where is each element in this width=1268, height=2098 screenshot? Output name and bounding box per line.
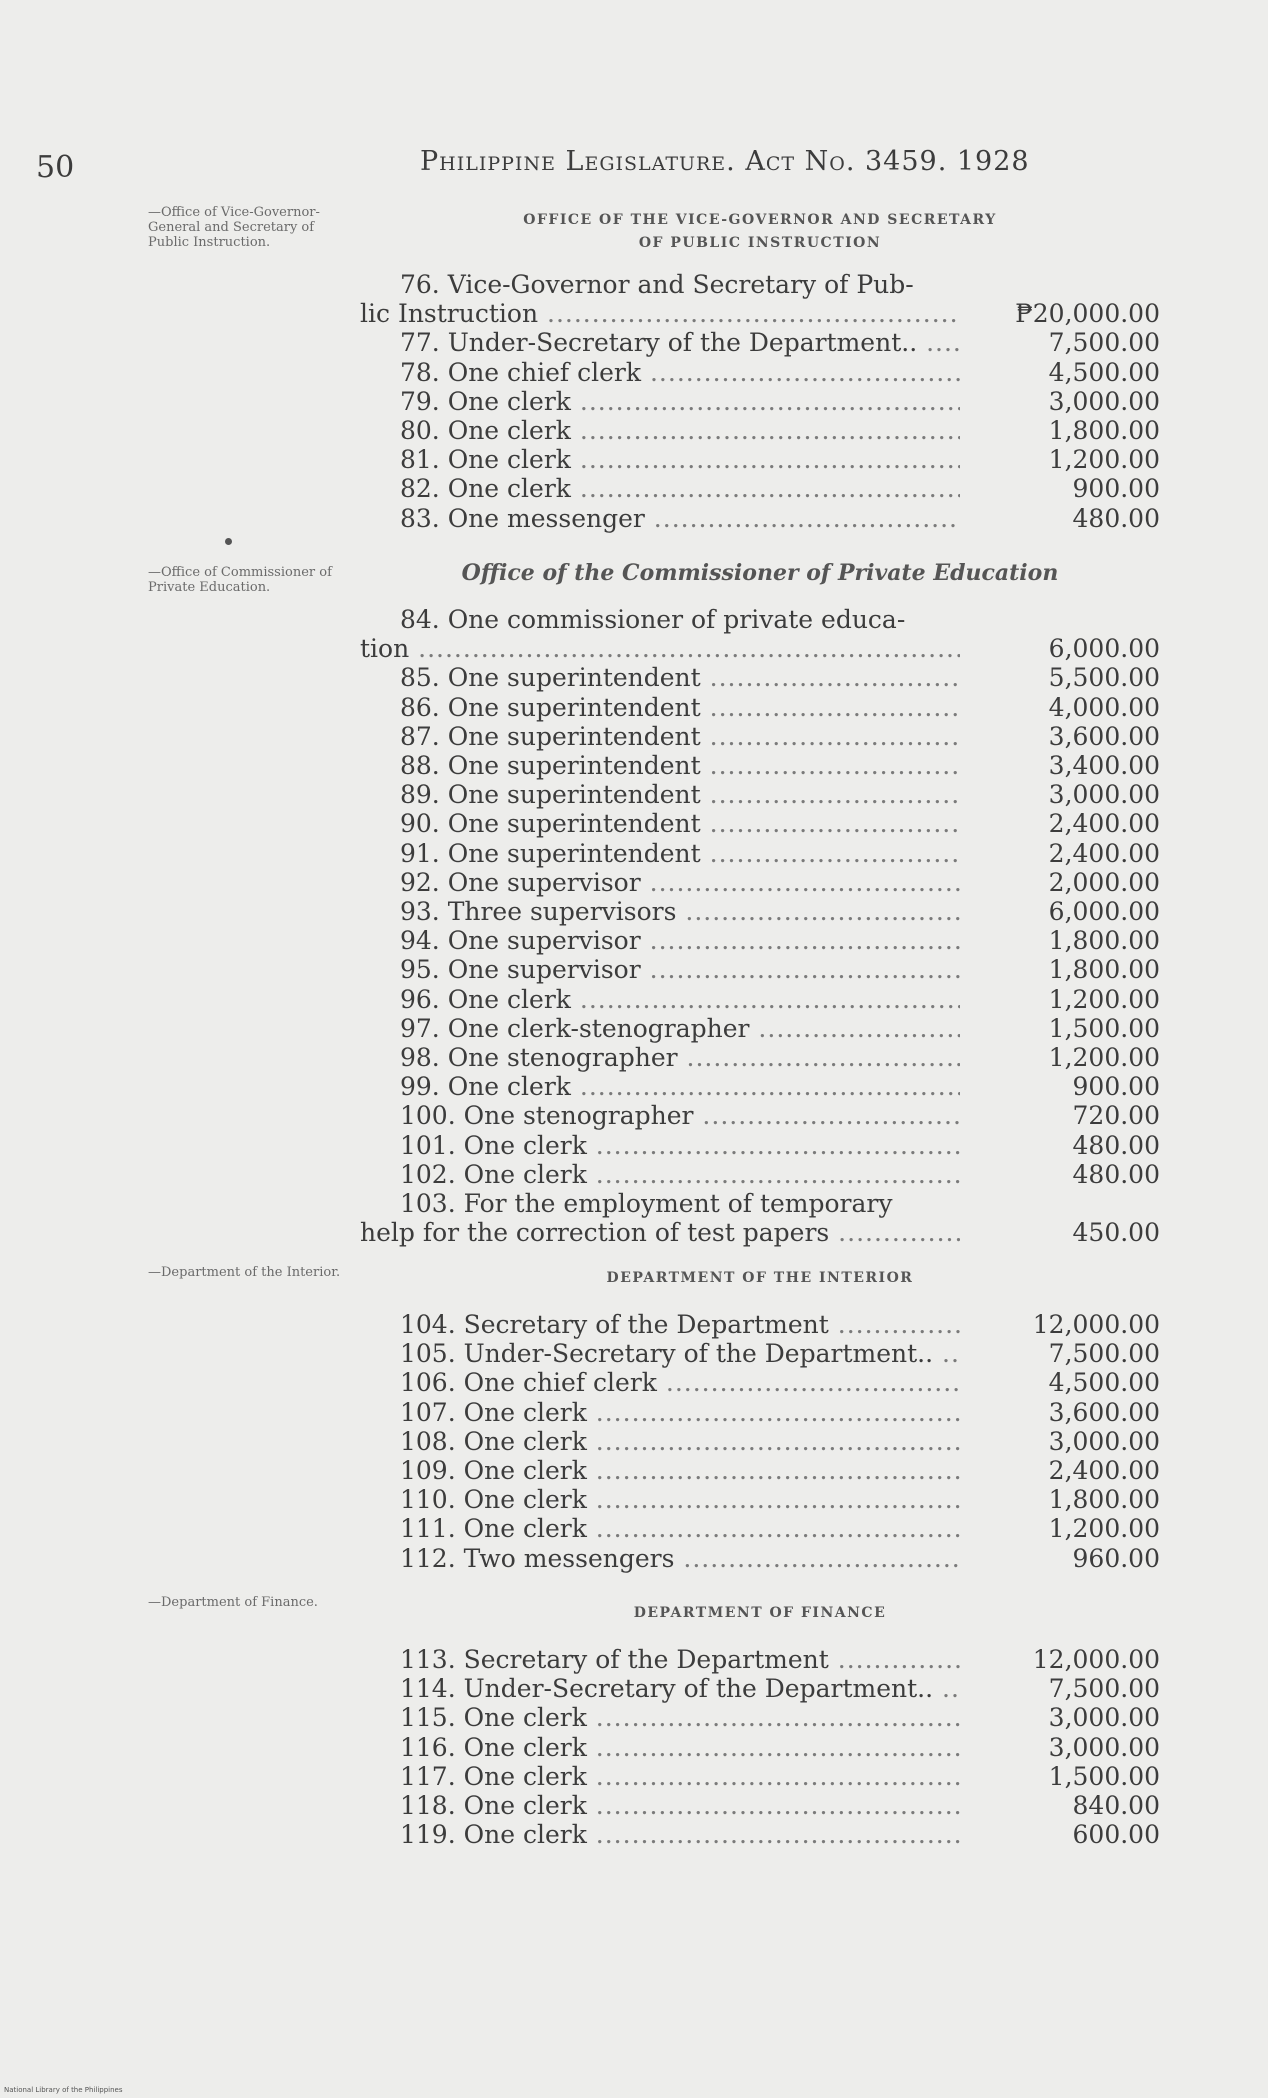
line-item-amount: 3,600.00 bbox=[1048, 1397, 1160, 1427]
line-item-text: 113. Secretary of the Department ..... bbox=[400, 1645, 960, 1674]
line-item-amount: 4,000.00 bbox=[1048, 692, 1160, 722]
line-item-amount: 3,400.00 bbox=[1048, 751, 1160, 780]
line-item-text: 118. One clerk ..... bbox=[400, 1791, 960, 1820]
line-item-text: 97. One clerk-stenographer ..... bbox=[400, 1014, 960, 1043]
line-item-amount: 3,000.00 bbox=[1048, 1732, 1160, 1762]
line-item bbox=[360, 809, 1160, 838]
line-item bbox=[360, 897, 1160, 926]
line-item bbox=[360, 504, 1160, 533]
line-item-amount: 5,500.00 bbox=[1048, 663, 1160, 693]
line-item-text: 91. One superintendent ..... bbox=[400, 839, 960, 868]
line-item bbox=[360, 605, 1160, 634]
line-item-text: 82. One clerk ..... bbox=[400, 474, 960, 503]
line-item-text: tion ..... bbox=[360, 634, 960, 663]
section-heading: DEPARTMENT OF FINANCE bbox=[633, 1605, 887, 1621]
line-item-text: 115. One clerk ..... bbox=[400, 1703, 960, 1732]
line-item-amount: 2,400.00 bbox=[1048, 838, 1160, 868]
section-heading: OFFICE OF THE VICE-GOVERNOR AND SECRETARY bbox=[523, 212, 997, 228]
line-item bbox=[360, 1043, 1160, 1072]
line-item-amount: 4,500.00 bbox=[1048, 357, 1160, 387]
line-item-text: 116. One clerk ..... bbox=[400, 1733, 960, 1762]
line-item-text: 78. One chief clerk ..... bbox=[400, 358, 960, 387]
line-item bbox=[360, 416, 1160, 445]
library-stamp-dot bbox=[225, 538, 232, 545]
line-item bbox=[360, 722, 1160, 751]
line-item-text: 79. One clerk ..... bbox=[400, 387, 960, 416]
line-item bbox=[360, 780, 1160, 809]
line-item bbox=[360, 926, 1160, 955]
line-item-amount: 450.00 bbox=[1072, 1218, 1160, 1248]
line-item-amount: 1,500.00 bbox=[1048, 1761, 1160, 1791]
margin-note: —Office of Vice-Governor-General and Secretary of Public Instruction. bbox=[148, 205, 320, 250]
footer-credit: National Library of the Philippines bbox=[4, 2086, 123, 2094]
line-item bbox=[360, 663, 1160, 692]
line-item-text: 88. One superintendent ..... bbox=[400, 751, 960, 780]
line-item-amount: 1,200.00 bbox=[1048, 1043, 1160, 1072]
line-item bbox=[360, 1427, 1160, 1456]
page-number: 50 bbox=[36, 150, 75, 185]
line-item bbox=[360, 868, 1160, 897]
line-item-amount: 3,600.00 bbox=[1048, 721, 1160, 751]
margin-note: —Department of Finance. bbox=[148, 1595, 318, 1610]
line-item-text: 106. One chief clerk ..... bbox=[400, 1368, 960, 1397]
line-item-amount: 2,400.00 bbox=[1048, 1456, 1160, 1485]
line-item-text: 80. One clerk ..... bbox=[400, 416, 960, 445]
line-item-text: 77. Under-Secretary of the Department.. ..... bbox=[400, 328, 960, 357]
line-item bbox=[360, 955, 1160, 984]
line-item bbox=[360, 839, 1160, 868]
line-item bbox=[360, 985, 1160, 1014]
line-item-amount: 12,000.00 bbox=[1032, 1645, 1160, 1674]
line-item bbox=[360, 1072, 1160, 1101]
line-item-amount: 900.00 bbox=[1072, 474, 1160, 504]
line-item-text: 85. One superintendent ..... bbox=[400, 663, 960, 692]
line-item-text: 112. Two messengers ..... bbox=[400, 1544, 960, 1573]
line-item-text: 84. One commissioner of private educa- bbox=[400, 605, 906, 634]
line-item-amount: 7,500.00 bbox=[1048, 1674, 1160, 1704]
line-item-amount: 1,500.00 bbox=[1048, 1013, 1160, 1043]
line-item-amount: 960.00 bbox=[1072, 1543, 1160, 1573]
line-item bbox=[360, 1645, 1160, 1674]
line-item bbox=[360, 751, 1160, 780]
line-item-amount: 1,200.00 bbox=[1048, 445, 1160, 475]
line-item-amount: 3,000.00 bbox=[1048, 1703, 1160, 1733]
line-item bbox=[360, 1131, 1160, 1160]
line-item-text: 109. One clerk ..... bbox=[400, 1456, 960, 1485]
line-item-text: 119. One clerk ..... bbox=[400, 1820, 960, 1849]
line-item-text: 99. One clerk ..... bbox=[400, 1072, 960, 1101]
line-item-text: 87. One superintendent ..... bbox=[400, 722, 960, 751]
line-item-amount: 3,000.00 bbox=[1048, 1426, 1160, 1456]
line-item-text: 83. One messenger ..... bbox=[400, 504, 960, 533]
line-item-amount: 1,800.00 bbox=[1048, 1485, 1160, 1515]
line-item-amount: 3,000.00 bbox=[1048, 780, 1160, 810]
line-item-text: 89. One superintendent ..... bbox=[400, 780, 960, 809]
margin-note: —Department of the Interior. bbox=[148, 1265, 341, 1280]
line-item-amount: 6,000.00 bbox=[1048, 634, 1160, 664]
line-item-text: 90. One superintendent ..... bbox=[400, 809, 960, 838]
line-item bbox=[360, 1218, 1160, 1247]
line-item-amount: 4,500.00 bbox=[1048, 1368, 1160, 1398]
line-item bbox=[360, 474, 1160, 503]
line-item-text: 110. One clerk ..... bbox=[400, 1485, 960, 1514]
margin-note: —Office of Commissioner of Private Education. bbox=[148, 565, 332, 595]
line-item bbox=[360, 1368, 1160, 1397]
line-item-amount: 480.00 bbox=[1072, 503, 1160, 533]
line-item-amount: 7,500.00 bbox=[1048, 328, 1160, 358]
line-item-text: 94. One supervisor ..... bbox=[400, 926, 960, 955]
line-item bbox=[360, 1456, 1160, 1485]
line-item-amount: 1,200.00 bbox=[1048, 1514, 1160, 1544]
line-item-amount: 1,800.00 bbox=[1048, 416, 1160, 445]
line-item-text: 108. One clerk ..... bbox=[400, 1427, 960, 1456]
line-item bbox=[360, 270, 1160, 299]
section-heading: OF PUBLIC INSTRUCTION bbox=[638, 235, 882, 251]
line-item bbox=[360, 1339, 1160, 1368]
line-item-text: 105. Under-Secretary of the Department.. ..... bbox=[400, 1339, 960, 1368]
line-item-text: 102. One clerk ..... bbox=[400, 1160, 960, 1189]
line-item bbox=[360, 1820, 1160, 1849]
line-item bbox=[360, 693, 1160, 722]
line-item-text: 95. One supervisor ..... bbox=[400, 955, 960, 984]
line-item-amount: 2,000.00 bbox=[1048, 867, 1160, 897]
section-heading: DEPARTMENT OF THE INTERIOR bbox=[606, 1270, 914, 1286]
line-item-text: 100. One stenographer ..... bbox=[400, 1101, 960, 1130]
line-item-text: 98. One stenographer ..... bbox=[400, 1043, 960, 1072]
line-item-amount: 1,800.00 bbox=[1048, 926, 1160, 956]
line-item bbox=[360, 1310, 1160, 1339]
line-item-text: 92. One supervisor ..... bbox=[400, 868, 960, 897]
line-item-amount: ₱20,000.00 bbox=[1015, 299, 1160, 329]
line-item-text: 76. Vice-Governor and Secretary of Pub- bbox=[400, 270, 914, 299]
line-item-text: 96. One clerk ..... bbox=[400, 985, 960, 1014]
line-item bbox=[360, 1544, 1160, 1573]
line-item-text: 81. One clerk ..... bbox=[400, 445, 960, 474]
line-item-text: 114. Under-Secretary of the Department.. ..... bbox=[400, 1674, 960, 1703]
line-item-amount: 3,000.00 bbox=[1048, 386, 1160, 416]
line-item-amount: 2,400.00 bbox=[1048, 809, 1160, 839]
line-item bbox=[360, 1762, 1160, 1791]
line-item bbox=[360, 387, 1160, 416]
line-item-text: 103. For the employment of temporary bbox=[400, 1189, 893, 1218]
line-item-text: 111. One clerk ..... bbox=[400, 1514, 960, 1543]
line-item bbox=[360, 1514, 1160, 1543]
line-item bbox=[360, 299, 1160, 328]
line-item-amount: 12,000.00 bbox=[1032, 1310, 1160, 1339]
line-item-amount: 1,800.00 bbox=[1048, 955, 1160, 985]
line-item-text: lic Instruction ..... bbox=[360, 299, 960, 328]
line-item bbox=[360, 445, 1160, 474]
section-heading: Office of the Commissioner of Private Education bbox=[461, 560, 1059, 586]
running-head: Philippine Legislature. Act No. 3459. 1928 bbox=[420, 146, 1030, 177]
line-item bbox=[360, 1160, 1160, 1189]
line-item bbox=[360, 1398, 1160, 1427]
line-item-amount: 480.00 bbox=[1072, 1130, 1160, 1160]
line-item bbox=[360, 1703, 1160, 1732]
line-item-text: 93. Three supervisors ..... bbox=[400, 897, 960, 926]
line-item bbox=[360, 1733, 1160, 1762]
line-item bbox=[360, 1485, 1160, 1514]
line-item-amount: 6,000.00 bbox=[1048, 897, 1160, 926]
line-item-text: help for the correction of test papers ..... bbox=[360, 1218, 960, 1247]
line-item-amount: 840.00 bbox=[1072, 1791, 1160, 1820]
line-item-amount: 720.00 bbox=[1072, 1101, 1160, 1131]
line-item bbox=[360, 1014, 1160, 1043]
line-item-amount: 7,500.00 bbox=[1048, 1339, 1160, 1369]
line-item-amount: 900.00 bbox=[1072, 1072, 1160, 1102]
line-item-text: 101. One clerk ..... bbox=[400, 1131, 960, 1160]
line-item-text: 117. One clerk ..... bbox=[400, 1762, 960, 1791]
line-item bbox=[360, 1101, 1160, 1130]
line-item bbox=[360, 1791, 1160, 1820]
line-item bbox=[360, 1674, 1160, 1703]
line-item-text: 104. Secretary of the Department ..... bbox=[400, 1310, 960, 1339]
line-item-text: 86. One superintendent ..... bbox=[400, 693, 960, 722]
line-item bbox=[360, 358, 1160, 387]
line-item bbox=[360, 634, 1160, 663]
line-item-amount: 600.00 bbox=[1072, 1820, 1160, 1850]
line-item bbox=[360, 328, 1160, 357]
line-item-amount: 480.00 bbox=[1072, 1159, 1160, 1189]
line-item-text: 107. One clerk ..... bbox=[400, 1398, 960, 1427]
line-item-amount: 1,200.00 bbox=[1048, 984, 1160, 1014]
line-item bbox=[360, 1189, 1160, 1218]
